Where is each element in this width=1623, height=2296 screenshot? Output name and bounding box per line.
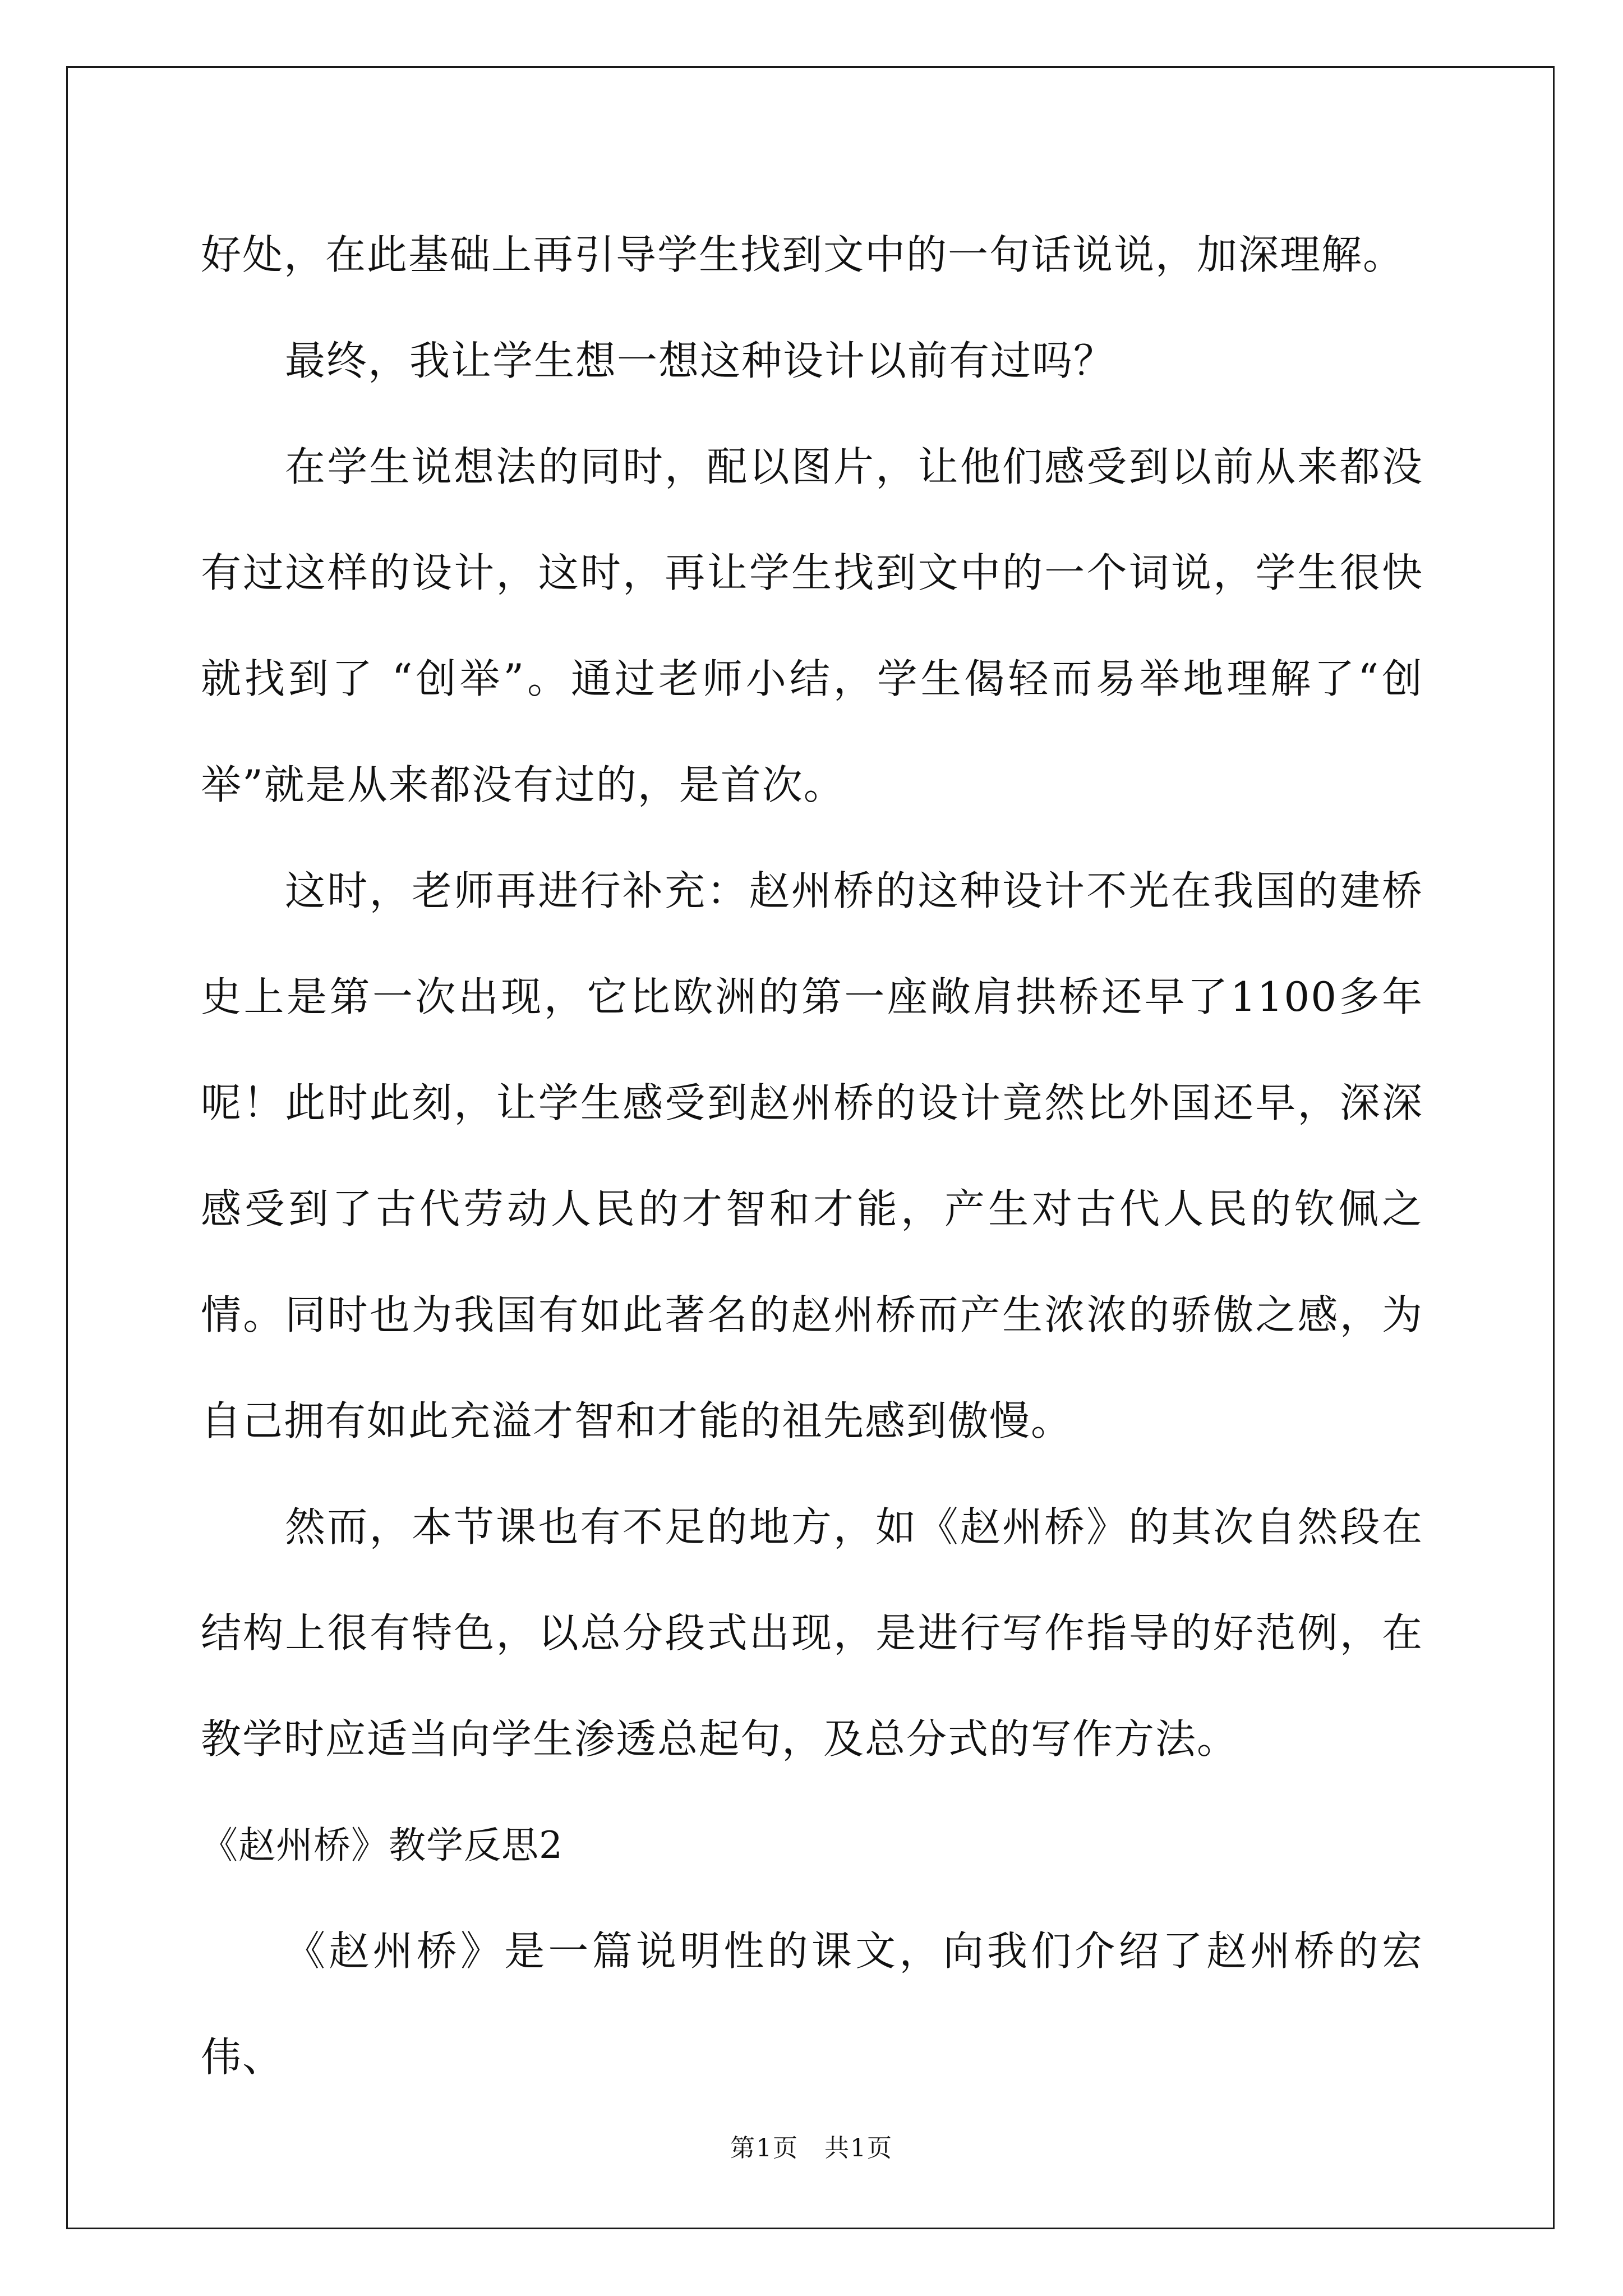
paragraph-5: 然而，本节课也有不足的地方，如《赵州桥》的其次自然段在结构上很有特色，以总分段式出现，是进行写作指导的好范例，在教学时应适当向学生渗透总起句，及总分式的写作方法。 (201, 1503, 1423, 1763)
document-body (201, 202, 1423, 2110)
paragraph-6: 《赵州桥》是一篇说明性的课文，向我们介绍了赵州桥的宏伟、 (201, 1927, 1423, 2081)
paragraph-1: 好处，在此基础上再引导学生找到文中的一句话说说，加深理解。 (201, 231, 1405, 278)
page-footer: 第1页 共1页 (730, 2134, 893, 2162)
paragraph-2: 最终，我让学生想一想这种设计以前有过吗？ (285, 337, 1115, 384)
paragraph-3: 在学生说想法的同时，配以图片，让他们感受到以前从来都没有过这样的设计，这时，再让学生找到文中的一个词说，学生很快就找到了 “创举”。通过老师小结，学生偈轻而易举地理解了“创举”就是从来都没有过的，是首次。 (201, 443, 1423, 808)
section-heading: 《赵州桥》教学反思2 (201, 1824, 563, 1867)
paragraph-4: 这时，老师再进行补充：赵州桥的这种设计不光在我国的建桥史上是第一次出现，它比欧洲的第一座敞肩拱桥还早了1100多年呢！此时此刻，让学生感受到赵州桥的设计竟然比外国还早，深深感受到了古代劳动人民的才智和才能，产生对古代人民的钦佩之情。同时也为我国有如此著名的赵州桥而产生浓浓的骄傲之感，为自己拥有如此充溢才智和才能的祖先感到傲慢。 (201, 867, 1423, 1444)
